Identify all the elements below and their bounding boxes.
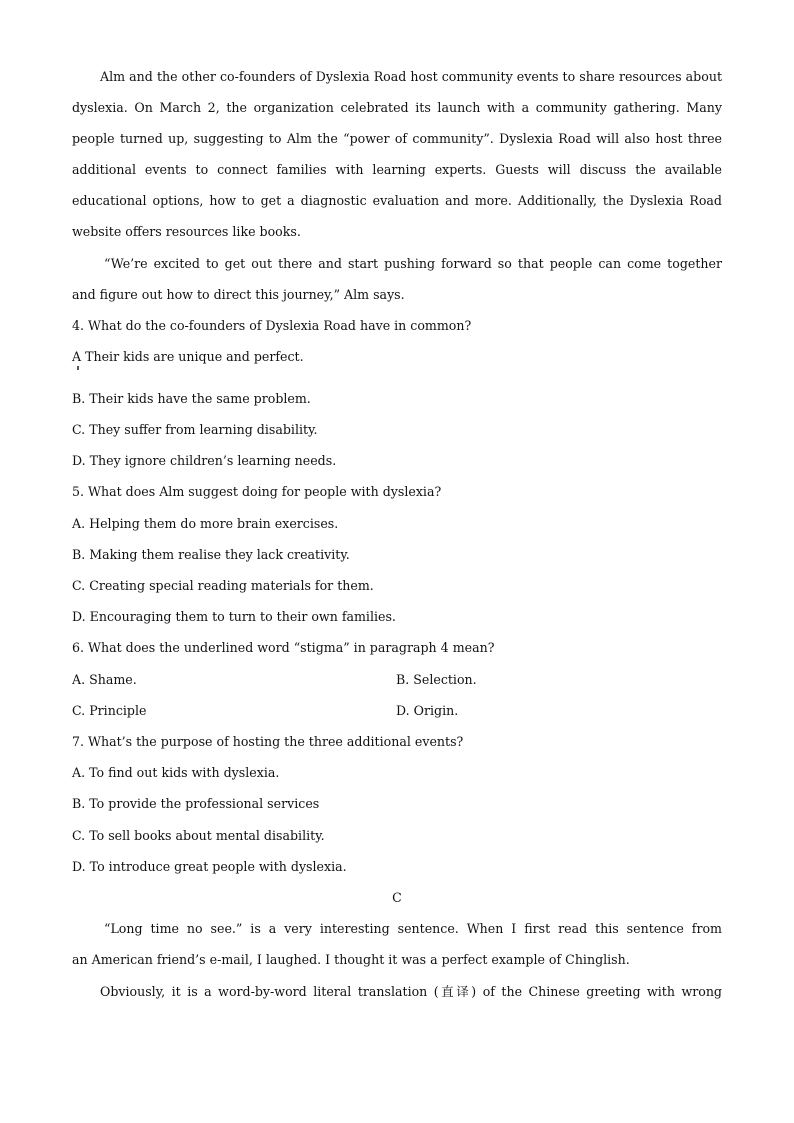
question-stem: 7. What’s the purpose of hosting the three additional events? (72, 734, 464, 749)
answer-option: D. They ignore children’s learning needs. (72, 453, 337, 468)
question-stem: 5. What does Alm suggest doing for people with dyslexia? (72, 484, 442, 499)
answer-option: A. To find out kids with dyslexia. (72, 765, 280, 780)
answer-option: C. Principle (72, 703, 147, 718)
paragraph-line: Obviously, it is a word-by-word literal translation (直译) of the Chinese greeting with wrong (100, 984, 722, 999)
answer-option: B. Selection. (396, 672, 477, 687)
answer-option: C. They suffer from learning disability. (72, 422, 318, 437)
answer-option: A. Helping them do more brain exercises. (72, 516, 339, 531)
answer-option: D. Origin. (396, 703, 459, 718)
answer-option: A. Shame. (72, 672, 137, 687)
answer-option: B. Making them realise they lack creativity. (72, 547, 350, 562)
stray-mark (77, 366, 79, 370)
answer-row (72, 702, 722, 720)
section-heading: C (392, 890, 402, 905)
paragraph-line: an American friend’s e-mail, I laughed. I thought it was a perfect example of Chinglish. (72, 952, 630, 967)
question-stem: 4. What do the co-founders of Dyslexia Road have in common? (72, 318, 472, 333)
paragraph-line: people turned up, suggesting to Alm the “power of community”. Dyslexia Road will also host three (72, 131, 722, 146)
answer-option: B. Their kids have the same problem. (72, 391, 311, 406)
answer-option: D. Encouraging them to turn to their own families. (72, 609, 396, 624)
paragraph-line: additional events to connect families with learning experts. Guests will discuss the available (72, 162, 722, 177)
answer-row (72, 671, 722, 689)
paragraph-line: website offers resources like books. (72, 224, 301, 239)
answer-option: C. To sell books about mental disability. (72, 828, 325, 843)
question-stem: 6. What does the underlined word “stigma” in paragraph 4 mean? (72, 640, 495, 655)
paragraph-line: dyslexia. On March 2, the organization celebrated its launch with a community gathering. Many (72, 100, 722, 115)
answer-option: A Their kids are unique and perfect. (72, 349, 304, 364)
paragraph-line: Alm and the other co-founders of Dyslexia Road host community events to share resources about (100, 69, 722, 84)
paragraph-line: and figure out how to direct this journey,” Alm says. (72, 287, 405, 302)
answer-option: C. Creating special reading materials for them. (72, 578, 374, 593)
paragraph-line: educational options, how to get a diagnostic evaluation and more. Additionally, the Dyslexia Road (72, 193, 722, 208)
paragraph-line: “Long time no see.” is a very interesting sentence. When I first read this sentence from (104, 921, 722, 936)
answer-option: D. To introduce great people with dyslexia. (72, 859, 347, 874)
paragraph-line: “We’re excited to get out there and start pushing forward so that people can come together (104, 256, 722, 271)
answer-option: B. To provide the professional services (72, 796, 320, 811)
